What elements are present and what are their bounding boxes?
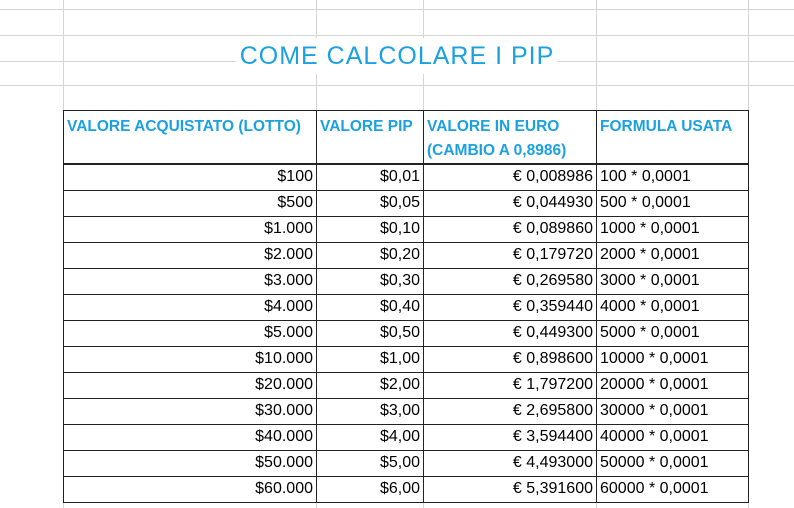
table-row [64, 190, 749, 216]
cell-euro[interactable]: € 0,089860 [424, 216, 597, 242]
cell-euro[interactable]: € 1,797200 [424, 372, 597, 398]
grid-row-line [0, 85, 794, 86]
table-row [64, 294, 749, 320]
header-cell-euro[interactable] [424, 111, 597, 165]
header-formula-label: FORMULA USATA [600, 118, 733, 135]
cell-euro[interactable]: € 0,449300 [424, 320, 597, 346]
table-row [64, 372, 749, 398]
header-euro-rate-label: (CAMBIO A 0,8986) [427, 142, 567, 159]
cell-lotto[interactable]: $20.000 [64, 372, 317, 398]
header-euro-label: VALORE IN EURO [427, 118, 560, 135]
header-cell-lotto[interactable] [64, 111, 317, 165]
cell-lotto[interactable]: $50.000 [64, 450, 317, 476]
cell-euro[interactable]: € 0,179720 [424, 242, 597, 268]
table-row [64, 268, 749, 294]
cell-pip[interactable]: $0,01 [317, 164, 424, 190]
cell-euro[interactable]: € 0,044930 [424, 190, 597, 216]
grid-row-line [0, 9, 794, 10]
cell-formula[interactable]: 100 * 0,0001 [597, 164, 749, 190]
table-row [64, 398, 749, 424]
cell-pip[interactable]: $2,00 [317, 372, 424, 398]
cell-pip[interactable]: $0,40 [317, 294, 424, 320]
cell-pip[interactable]: $0,10 [317, 216, 424, 242]
cell-formula[interactable]: 40000 * 0,0001 [597, 424, 749, 450]
table-row [64, 164, 749, 190]
cell-formula[interactable]: 60000 * 0,0001 [597, 476, 749, 502]
header-cell-pip[interactable] [317, 111, 424, 165]
cell-lotto[interactable]: $5.000 [64, 320, 317, 346]
cell-lotto[interactable]: $4.000 [64, 294, 317, 320]
cell-pip[interactable]: $4,00 [317, 424, 424, 450]
cell-formula[interactable]: 3000 * 0,0001 [597, 268, 749, 294]
cell-euro[interactable]: € 0,269580 [424, 268, 597, 294]
table-row [64, 216, 749, 242]
cell-formula[interactable]: 5000 * 0,0001 [597, 320, 749, 346]
cell-pip[interactable]: $0,50 [317, 320, 424, 346]
cell-pip[interactable]: $5,00 [317, 450, 424, 476]
cell-formula[interactable]: 2000 * 0,0001 [597, 242, 749, 268]
cell-formula[interactable]: 500 * 0,0001 [597, 190, 749, 216]
table-row [64, 346, 749, 372]
cell-euro[interactable]: € 3,594400 [424, 424, 597, 450]
cell-lotto[interactable]: $30.000 [64, 398, 317, 424]
cell-formula[interactable]: 10000 * 0,0001 [597, 346, 749, 372]
cell-euro[interactable]: € 0,898600 [424, 346, 597, 372]
table-header-row [64, 111, 749, 165]
cell-pip[interactable]: $0,20 [317, 242, 424, 268]
table-row [64, 476, 749, 502]
table-row [64, 424, 749, 450]
table-row [64, 450, 749, 476]
cell-lotto[interactable]: $40.000 [64, 424, 317, 450]
cell-pip[interactable]: $0,05 [317, 190, 424, 216]
cell-lotto[interactable]: $500 [64, 190, 317, 216]
cell-euro[interactable]: € 2,695800 [424, 398, 597, 424]
grid-row-line [0, 35, 794, 36]
cell-lotto[interactable]: $2.000 [64, 242, 317, 268]
cell-lotto[interactable]: $10.000 [64, 346, 317, 372]
cell-formula[interactable]: 30000 * 0,0001 [597, 398, 749, 424]
cell-pip[interactable]: $6,00 [317, 476, 424, 502]
cell-euro[interactable]: € 5,391600 [424, 476, 597, 502]
cell-euro[interactable]: € 4,493000 [424, 450, 597, 476]
table-body [64, 164, 749, 502]
cell-lotto[interactable]: $3.000 [64, 268, 317, 294]
cell-pip[interactable]: $3,00 [317, 398, 424, 424]
cell-formula[interactable]: 1000 * 0,0001 [597, 216, 749, 242]
header-pip-label: VALORE PIP [320, 118, 413, 135]
cell-formula[interactable]: 4000 * 0,0001 [597, 294, 749, 320]
cell-lotto[interactable]: $1.000 [64, 216, 317, 242]
cell-formula[interactable]: 20000 * 0,0001 [597, 372, 749, 398]
cell-lotto[interactable]: $100 [64, 164, 317, 190]
page-title: COME CALCOLARE I PIP [239, 42, 555, 70]
header-cell-formula[interactable] [597, 111, 749, 165]
cell-euro[interactable]: € 0,008986 [424, 164, 597, 190]
cell-euro[interactable]: € 0,359440 [424, 294, 597, 320]
table-row [64, 320, 749, 346]
cell-formula[interactable]: 50000 * 0,0001 [597, 450, 749, 476]
pip-table [63, 110, 749, 503]
cell-lotto[interactable]: $60.000 [64, 476, 317, 502]
header-lotto-label: VALORE ACQUISTATO (LOTTO) [67, 118, 301, 135]
cell-pip[interactable]: $1,00 [317, 346, 424, 372]
cell-pip[interactable]: $0,30 [317, 268, 424, 294]
table-row [64, 242, 749, 268]
